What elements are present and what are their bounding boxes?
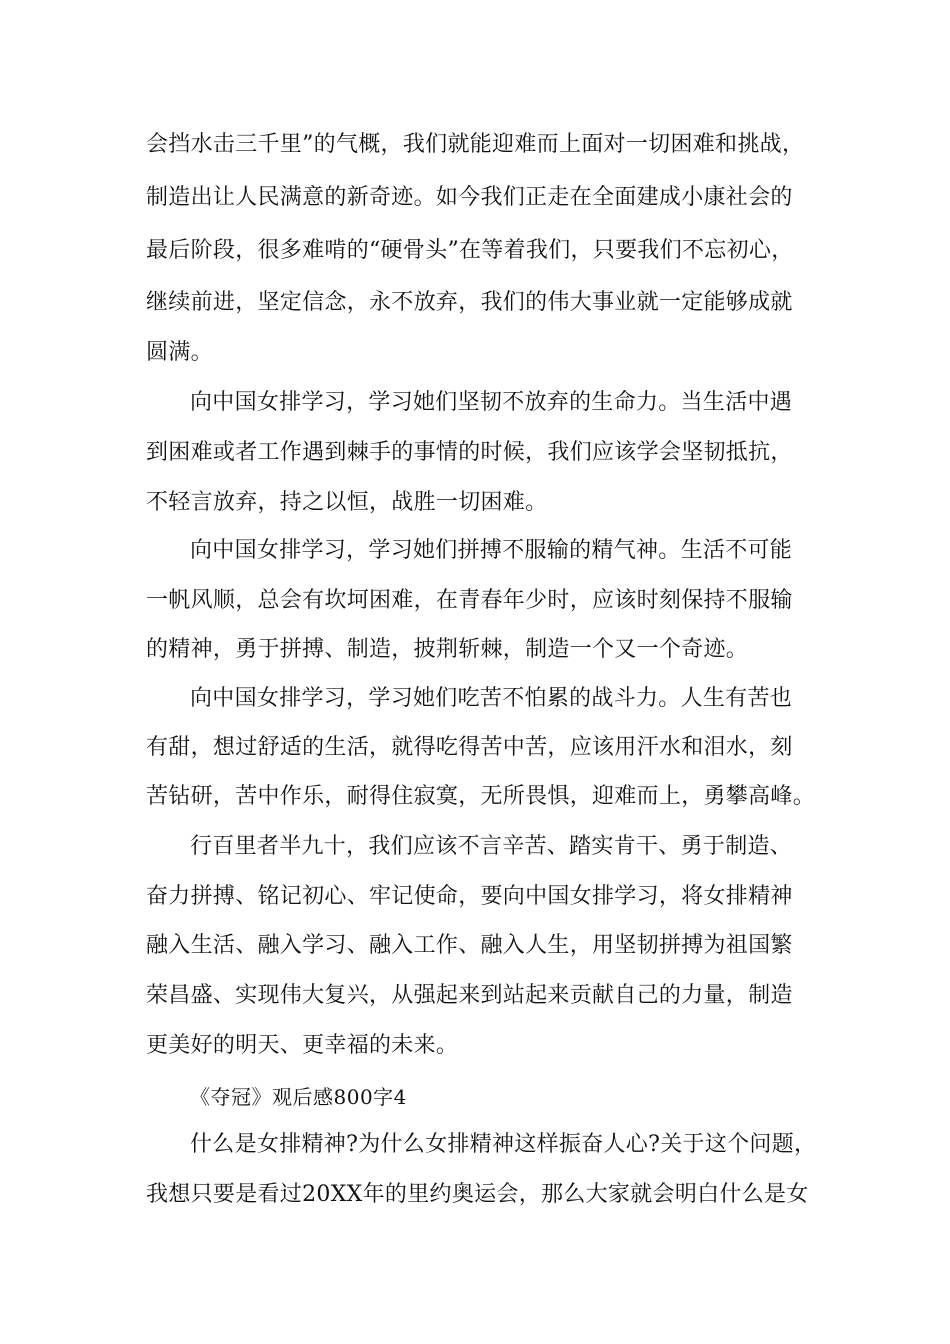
text-line: 有甜，想过舒适的生活，就得吃得苦中苦，应该用汗水和泪水，刻 <box>146 735 793 760</box>
text-line: 向中国女排学习，学习她们吃苦不怕累的战斗力。人生有苦也 <box>190 686 793 711</box>
text-line: 一帆风顺，总会有坎坷困难，在青春年少时，应该时刻保持不服输 <box>146 588 793 613</box>
section-heading: 《夺冠》观后感800字4 <box>190 1085 407 1109</box>
text-line: 制造出让人民满意的新奇迹。如今我们正走在全面建成小康社会的 <box>146 185 793 210</box>
text-line: 到困难或者工作遇到棘手的事情的时候，我们应该学会坚韧抵抗， <box>146 440 793 465</box>
text-line: 会挡水击三千里”的气概，我们就能迎难而上面对一切困难和挑战， <box>146 132 805 157</box>
text-line: 不轻言放弃，持之以恒，战胜一切困难。 <box>146 490 548 515</box>
text-line: 什么是女排精神?为什么女排精神这样振奋人心?关于这个问题， <box>190 1132 817 1157</box>
text-line: 我想只要是看过20XX年的里约奥运会，那么大家就会明白什么是女 <box>146 1182 809 1207</box>
text-line: 奋力拼搏、铭记初心、牢记使命，要向中国女排学习，将女排精神 <box>146 884 793 909</box>
text-line: 圆满。 <box>146 340 213 365</box>
text-line: 继续前进，坚定信念，永不放弃，我们的伟大事业就一定能够成就 <box>146 290 793 315</box>
text-line: 向中国女排学习，学习她们坚韧不放弃的生命力。当生活中遇 <box>190 390 793 415</box>
text-line: 荣昌盛、实现伟大复兴，从强起来到站起来贡献自己的力量，制造 <box>146 983 793 1008</box>
text-line: 向中国女排学习，学习她们拼搏不服输的精气神。生活不可能 <box>190 538 793 563</box>
text-line: 行百里者半九十，我们应该不言辛苦、踏实肯干、勇于制造、 <box>190 834 793 859</box>
text-line: 的精神，勇于拼搏、制造，披荆斩棘，制造一个又一个奇迹。 <box>146 637 749 662</box>
text-line: 更美好的明天、更幸福的未来。 <box>146 1033 459 1058</box>
text-line: 苦钻研，苦中作乐，耐得住寂寞，无所畏惧，迎难而上，勇攀高峰。 <box>146 784 816 809</box>
text-line: 最后阶段，很多难啃的“硬骨头”在等着我们，只要我们不忘初心， <box>146 238 794 263</box>
text-line: 融入生活、融入学习、融入工作、融入人生，用坚韧拼搏为祖国繁 <box>146 933 793 958</box>
